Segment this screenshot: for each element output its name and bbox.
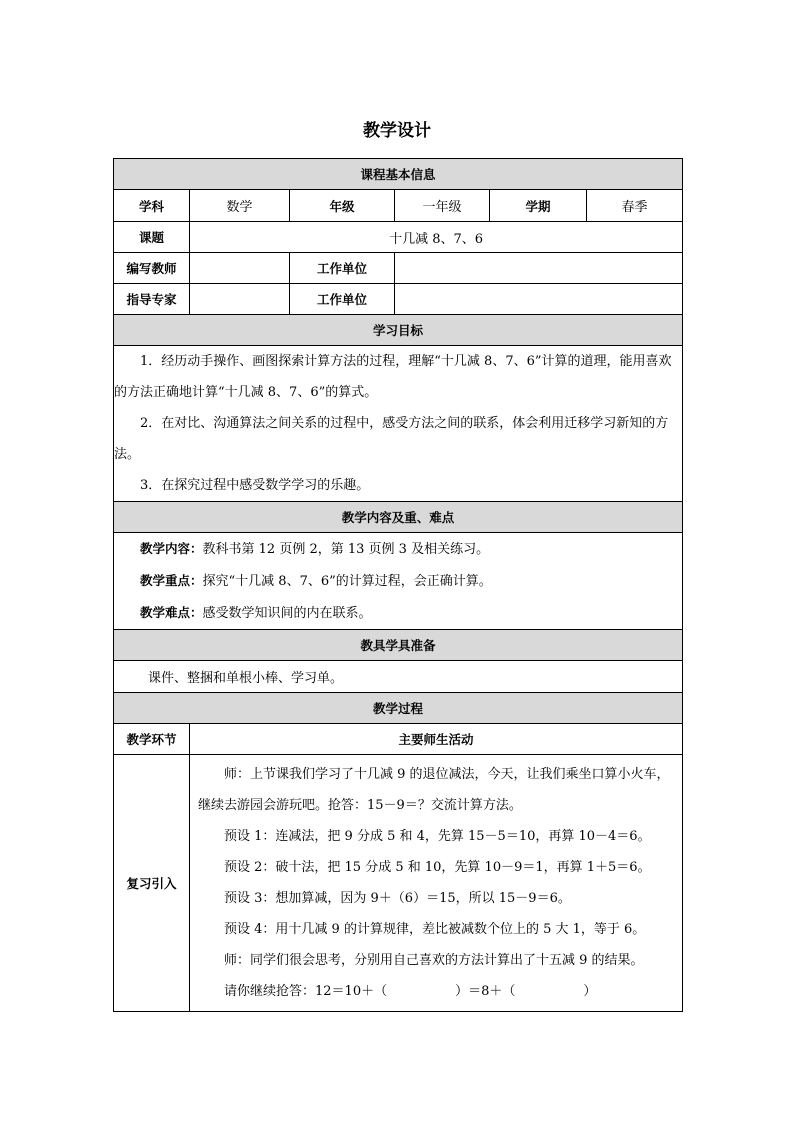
quiz-text-a: 请你继续抢答：12＝10＋（ [224, 984, 388, 999]
activity-column-header: 主要师生活动 [190, 724, 683, 755]
activity-line: 预设 2：破十法，把 15 分成 5 和 10，先算 10－9＝1，再算 1＋5＝6。 [224, 860, 651, 875]
goal-item: 3．在探究过程中感受数学学习的乐趣。 [140, 478, 370, 493]
activity-line: 预设 1：连减法，把 9 分成 5 和 4，先算 15－5＝10，再算 10－4＝6。 [224, 829, 651, 844]
activity-line: 预设 4：用十几减 9 的计算规律，差比被减数个位上的 5 大 1，等于 6。 [224, 922, 646, 937]
content-label: 教学内容： [140, 541, 203, 556]
content-text: 教科书第 12 页例 2，第 13 页例 3 及相关练习。 [202, 542, 490, 557]
advisor-unit-label: 工作单位 [290, 284, 395, 315]
materials-header: 教具学具准备 [114, 630, 683, 661]
content-header: 教学内容及重、难点 [114, 502, 683, 533]
process-header: 教学过程 [114, 693, 683, 724]
activity-line [198, 976, 672, 1007]
subject-label: 学科 [114, 190, 190, 222]
grade-value: 一年级 [395, 190, 490, 222]
goal-item: 1．经历动手操作、画图探索计算方法的过程，理解“十几减 8、7、6”计算的道理，能用喜欢的方法正确地计算“十几减 8、7、6”的算式。 [114, 354, 672, 400]
materials-text: 课件、整捆和单根小棒、学习单。 [114, 661, 683, 693]
quiz-text-b: ）＝8＋（ [455, 984, 516, 999]
difficulty-text: 感受数学知识间的内在联系。 [202, 606, 372, 621]
activity-line: 预设 3：想加算减，因为 9＋（6）＝15，所以 15－9＝6。 [224, 891, 571, 906]
advisor-unit-value [395, 284, 683, 315]
basic-info-header: 课程基本信息 [114, 159, 683, 190]
advisor-value [190, 284, 290, 315]
activity-line: 师：上节课我们学习了十几减 9 的退位减法，今天，让我们乘坐口算小火车，继续去游园会游玩吧。抢答：15－9＝？交流计算方法。 [198, 767, 670, 813]
subject-value: 数学 [190, 190, 290, 222]
goal-item: 2．在对比、沟通算法之间关系的过程中，感受方法之间的联系，体会利用迁移学习新知的方法。 [114, 416, 669, 462]
author-label: 编写教师 [114, 253, 190, 284]
activity-line: 师：同学们很会思考，分别用自己喜欢的方法计算出了十五减 9 的结果。 [224, 953, 644, 968]
topic-value: 十几减 8、7、6 [190, 222, 683, 253]
stage-column-header: 教学环节 [114, 724, 190, 755]
grade-label: 年级 [290, 190, 395, 222]
goals-body [114, 346, 683, 502]
content-body [114, 533, 683, 630]
lesson-plan-table [113, 158, 683, 1012]
term-value: 春季 [587, 190, 683, 222]
activity-body [190, 755, 683, 1012]
author-value [190, 253, 290, 284]
quiz-text-c: ） [583, 984, 597, 999]
key-point-label: 教学重点： [140, 573, 203, 588]
stage-name: 复习引入 [114, 755, 190, 1012]
goals-header: 学习目标 [114, 315, 683, 346]
advisor-label: 指导专家 [114, 284, 190, 315]
difficulty-label: 教学难点： [140, 605, 203, 620]
page-title: 教学设计 [363, 121, 431, 141]
author-unit-value [395, 253, 683, 284]
term-label: 学期 [490, 190, 587, 222]
key-point-text: 探究“十几减 8、7、6”的计算过程，会正确计算。 [202, 574, 492, 589]
topic-label: 课题 [114, 222, 190, 253]
author-unit-label: 工作单位 [290, 253, 395, 284]
